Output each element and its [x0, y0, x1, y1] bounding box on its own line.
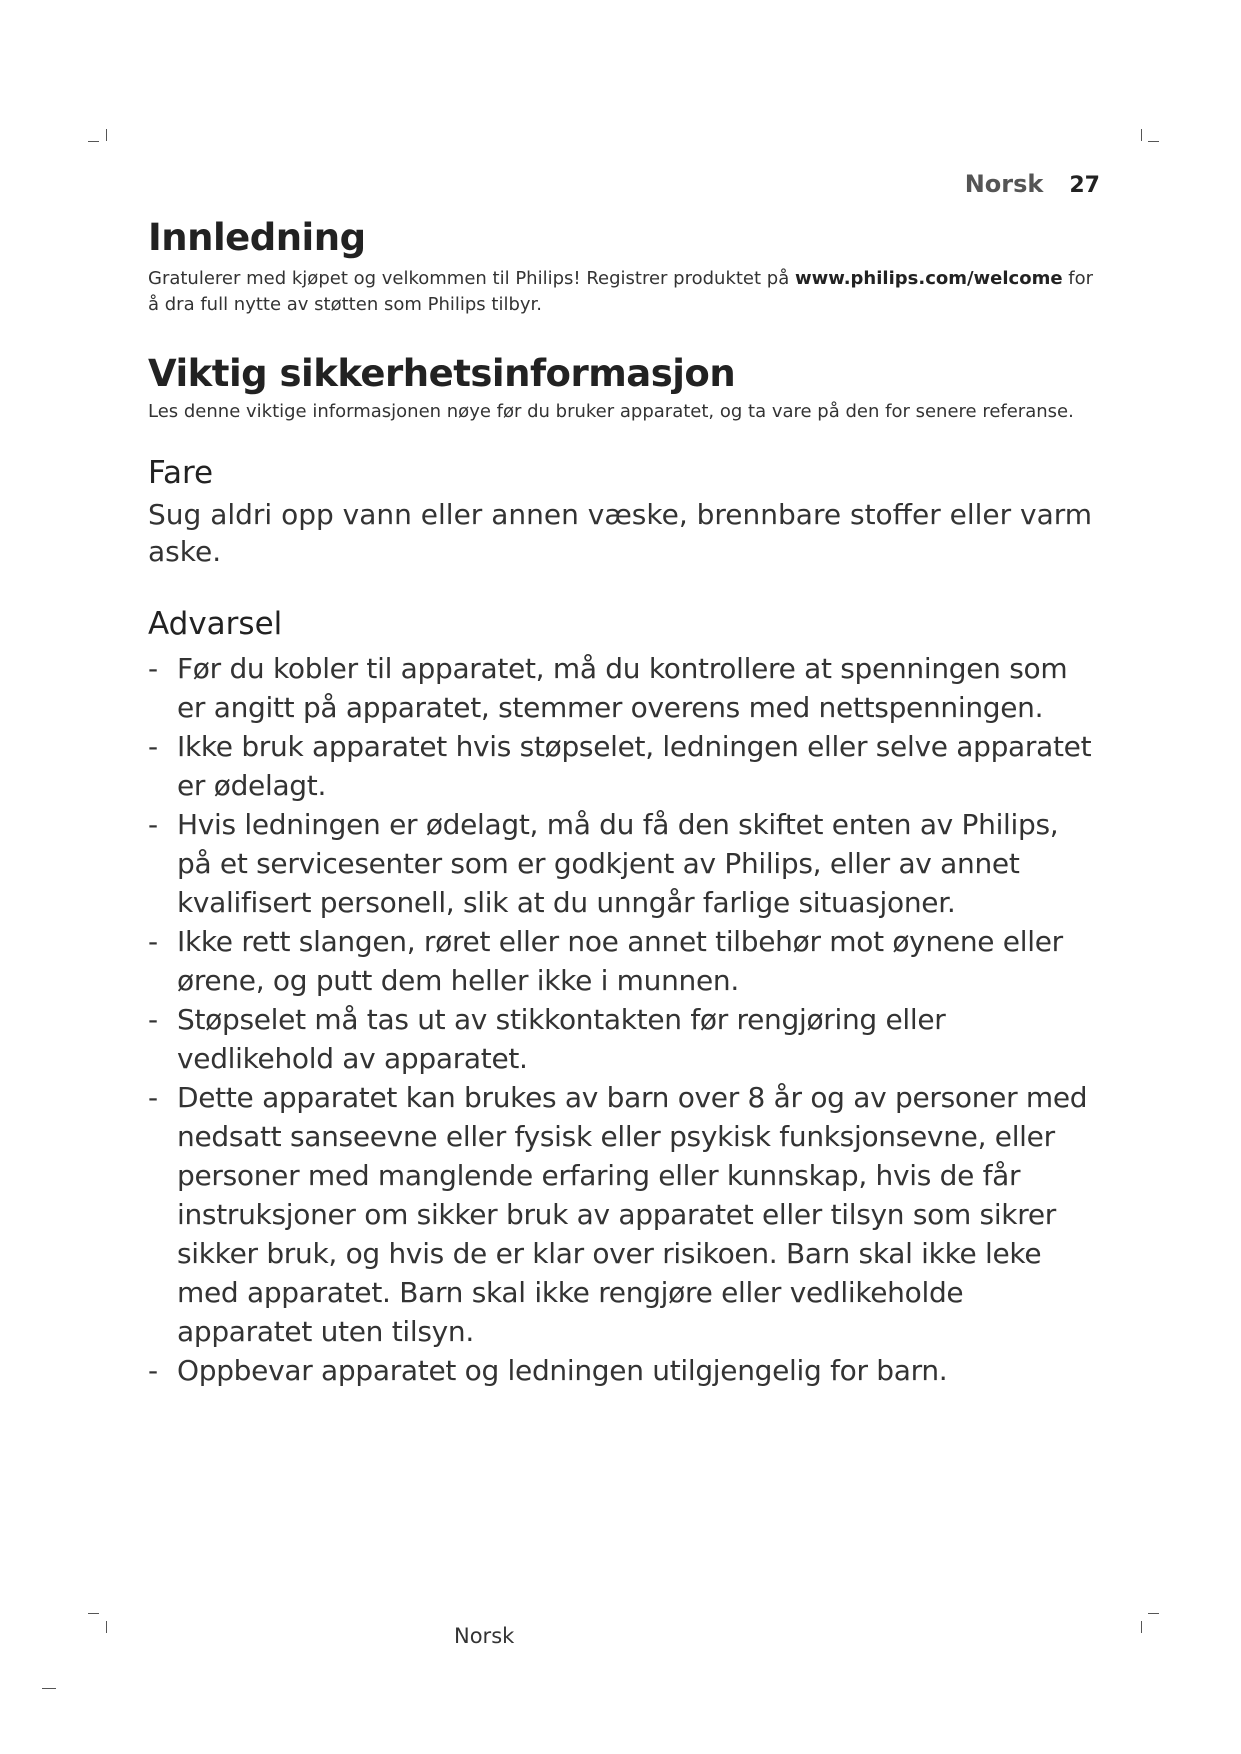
safety-section — [148, 352, 1100, 1390]
crop-mark-top-right-h — [1148, 141, 1159, 142]
header-language: Norsk — [964, 170, 1044, 198]
list-item-text: Støpselet må tas ut av stikkontakten før rengjøring eller vedlikehold av apparatet. — [177, 1003, 946, 1076]
crop-mark-bottom-left-v — [106, 1621, 107, 1633]
crop-mark-top-right-v — [1141, 129, 1142, 141]
crop-mark-bottom-right-v — [1141, 1621, 1142, 1633]
crop-mark-bottom-extra — [42, 1688, 56, 1689]
bullet-dash: - — [148, 1003, 158, 1037]
crop-mark-bottom-left-h — [88, 1613, 99, 1614]
intro-title: Innledning — [148, 216, 366, 259]
danger-heading: Fare — [148, 454, 214, 491]
page-header — [965, 170, 1100, 198]
list-item — [148, 649, 1100, 727]
bullet-dash: - — [148, 925, 158, 959]
list-item-text: Hvis ledningen er ødelagt, må du få den skiftet enten av Philips, på et servicesenter som er godkjent av Philips, eller av annet kvalifisert personell, slik at du unngår farlige situasjoner. — [177, 808, 1059, 920]
bullet-dash: - — [148, 1081, 158, 1115]
document-body — [148, 216, 1100, 1390]
crop-mark-top-left-h — [88, 141, 99, 142]
footer-language: Norsk — [454, 1624, 515, 1648]
danger-text: Sug aldri opp vann eller annen væske, brennbare stoffer eller varm aske. — [148, 497, 1093, 568]
list-item — [148, 1351, 1100, 1390]
intro-paragraph — [148, 266, 1100, 318]
list-item — [148, 727, 1100, 805]
bullet-dash: - — [148, 652, 158, 686]
crop-mark-top-left-v — [106, 129, 107, 141]
list-item — [148, 1000, 1100, 1078]
intro-text-before: Gratulerer med kjøpet og velkommen til Philips! Registrer produktet på — [148, 268, 795, 290]
safety-intro: Les denne viktige informasjonen nøye før du bruker apparatet, og ta vare på den for senere referanse. — [148, 400, 1074, 422]
list-item — [148, 1078, 1100, 1351]
bullet-dash: - — [148, 1354, 158, 1388]
safety-title: Viktig sikkerhetsinformasjon — [148, 352, 736, 396]
list-item-text: Før du kobler til apparatet, må du kontrollere at spenningen som er angitt på apparatet, stemmer overens med nettspenningen. — [177, 652, 1068, 725]
list-item-text: Ikke bruk apparatet hvis støpselet, ledningen eller selve apparatet er ødelagt. — [177, 730, 1092, 803]
bullet-dash: - — [148, 808, 158, 842]
list-item — [148, 922, 1100, 1000]
list-item-text: Dette apparatet kan brukes av barn over 8 år og av personer med nedsatt sanseevne eller fysisk eller psykisk funksjonsevne, eller personer med manglende erfaring eller kunnskap, hvis de får instruksjoner om sikker bruk av apparatet eller tilsyn som sikrer sikker bruk, og hvis de er klar over risikoen. Barn skal ikke leke med apparatet. Barn skal ikke rengjøre eller vedlikeholde apparatet uten tilsyn. — [177, 1081, 1088, 1349]
welcome-link[interactable]: www.philips.com/welcome — [794, 268, 1063, 290]
bullet-dash: - — [148, 730, 158, 764]
warning-heading: Advarsel — [148, 605, 283, 642]
list-item-text: Oppbevar apparatet og ledningen utilgjengelig for barn. — [177, 1354, 948, 1388]
list-item — [148, 805, 1100, 922]
page-number: 27 — [1069, 173, 1100, 198]
intro-text-after: for å dra full nytte av støtten som Philips tilbyr. — [148, 268, 1094, 316]
warning-list — [148, 649, 1100, 1390]
crop-mark-bottom-right-h — [1148, 1613, 1159, 1614]
list-item-text: Ikke rett slangen, røret eller noe annet tilbehør mot øynene eller ørene, og putt dem heller ikke i munnen. — [177, 925, 1063, 998]
